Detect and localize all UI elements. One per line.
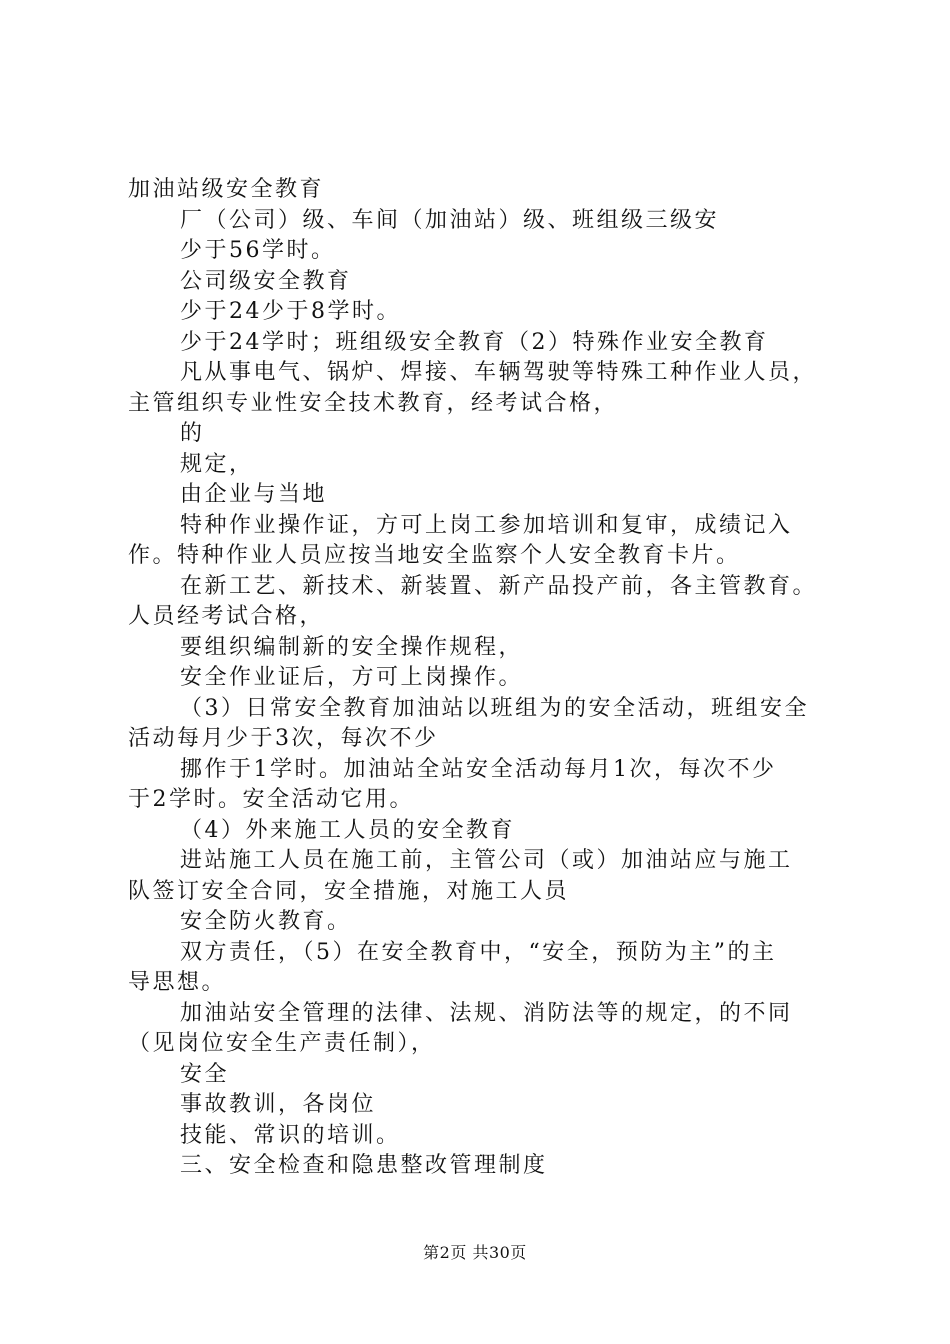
text-line: 人员经考试合格，: [128, 604, 325, 629]
text-line: 事故教训，各岗位: [180, 1092, 377, 1117]
text-line: 安全: [180, 1061, 230, 1087]
text-line: 要组织编制新的安全操作规程，: [180, 634, 524, 660]
text-line: 队签订安全合同，安全措施，对施工人员: [128, 878, 570, 904]
text-line: （4）外来施工人员的安全教育: [180, 817, 515, 843]
text-line: 技能、常识的培训。: [180, 1122, 401, 1148]
text-line: 规定，: [180, 451, 254, 477]
document-body: [128, 175, 850, 1182]
text-line: 特种作业操作证，方可上岗工参加培训和复审，成绩记入: [180, 512, 793, 538]
text-line: 安全作业证后，方可上岗操作。: [180, 665, 524, 690]
text-line: 双方责任，（5）在安全教育中，“安全，预防为主”的主: [180, 939, 777, 965]
text-line: 凡从事电气、锅炉、焊接、车辆驾驶等特殊工种作业人员，: [180, 360, 818, 385]
text-line: 导思想。: [128, 970, 227, 995]
text-line: 安全防火教育。: [180, 909, 352, 934]
text-line: 加油站安全管理的法律、法规、消防法等的规定，的不同: [180, 1000, 793, 1026]
text-line: （3）日常安全教育加油站以班组为的安全活动，班组安全: [180, 695, 809, 721]
page-number-footer: 第2页 共30页: [423, 1243, 527, 1262]
text-line: 进站施工人员在施工前，主管公司（或）加油站应与施工: [180, 848, 793, 873]
text-line: 的: [180, 421, 205, 446]
text-line: 作。特种作业人员应按当地安全监察个人安全教育卡片。: [128, 543, 741, 568]
text-line: 在新工艺、新技术、新装置、新产品投产前，各主管教育。: [180, 573, 818, 599]
text-line: 少于56学时。: [180, 238, 336, 263]
text-line: （见岗位安全生产责任制），: [128, 1031, 436, 1056]
text-line: 由企业与当地: [180, 482, 328, 507]
text-line: 公司级安全教育: [180, 268, 352, 294]
text-line: 活动每月少于3次，每次不少: [128, 726, 439, 751]
text-line: 厂（公司）级、车间（加油站）级、班组级三级安: [180, 207, 720, 233]
section-heading: 三、安全检查和隐患整改管理制度: [180, 1153, 548, 1178]
text-line: 主管组织专业性安全技术教育，经考试合格，: [128, 390, 619, 416]
text-line: 少于24学时；班组级安全教育（2）特殊作业安全教育: [180, 329, 769, 355]
text-line: 加油站级安全教育: [128, 177, 325, 202]
text-line: 挪作于1学时。加油站全站安全活动每月1次，每次不少: [180, 756, 777, 782]
text-line: 少于24少于8学时。: [180, 299, 401, 324]
text-line: 于2学时。安全活动它用。: [128, 787, 414, 812]
